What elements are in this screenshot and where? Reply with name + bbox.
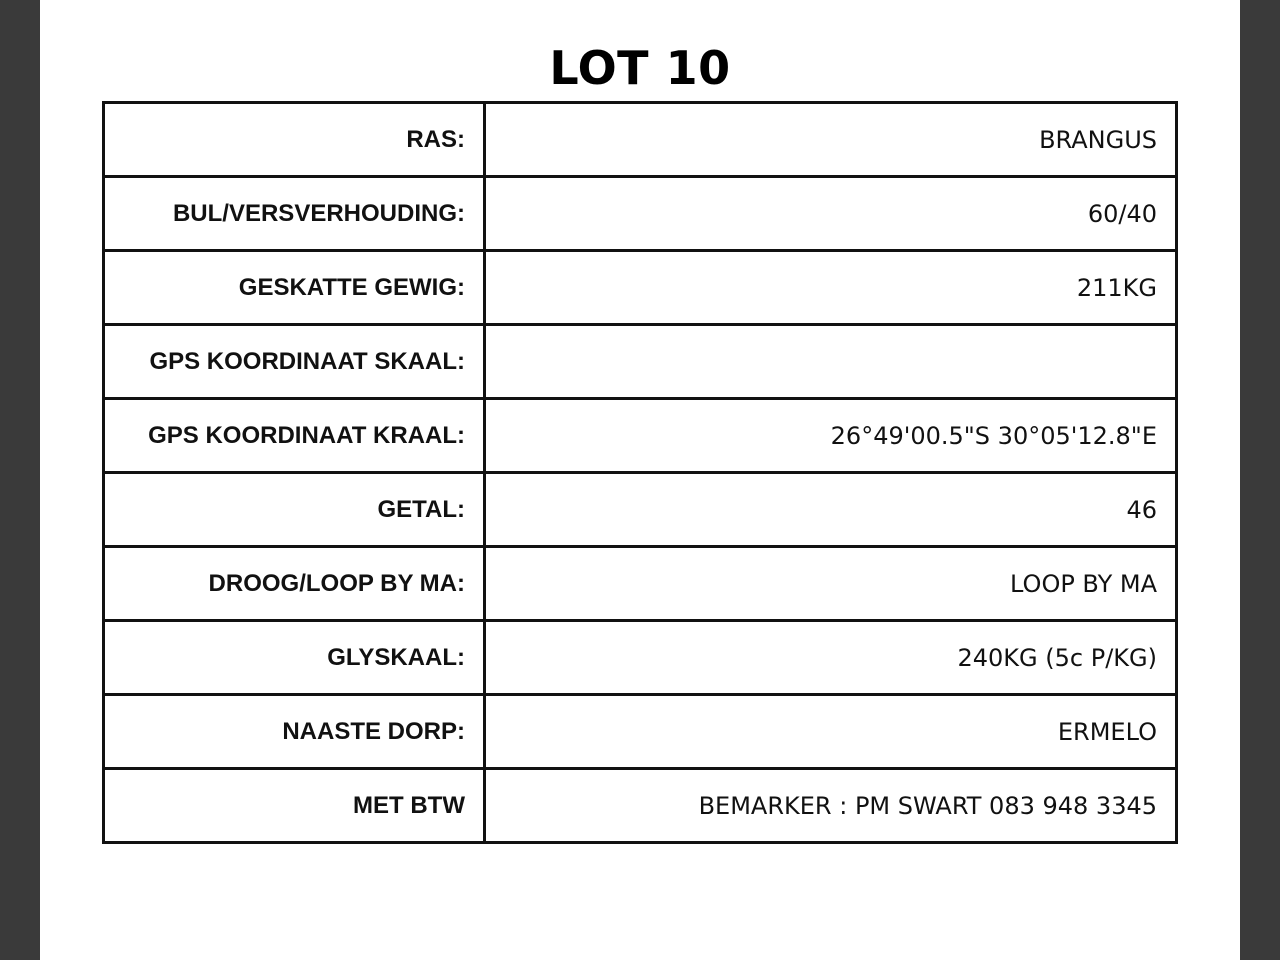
table-row [104, 769, 1177, 843]
row-label: GETAL: [104, 473, 485, 547]
row-label: RAS: [104, 103, 485, 177]
table-row [104, 325, 1177, 399]
table-row [104, 103, 1177, 177]
row-label: GLYSKAAL: [104, 621, 485, 695]
document-page [40, 0, 1240, 960]
table-row [104, 399, 1177, 473]
row-value: BRANGUS [485, 103, 1177, 177]
row-label: GESKATTE GEWIG: [104, 251, 485, 325]
row-value: 46 [485, 473, 1177, 547]
row-label: NAASTE DORP: [104, 695, 485, 769]
row-label: GPS KOORDINAAT SKAAL: [104, 325, 485, 399]
row-value [485, 325, 1177, 399]
row-value: 26°49'00.5"S 30°05'12.8"E [485, 399, 1177, 473]
lot-title: LOT 10 [549, 41, 731, 95]
row-label: GPS KOORDINAAT KRAAL: [104, 399, 485, 473]
row-value: ERMELO [485, 695, 1177, 769]
row-label: MET BTW [104, 769, 485, 843]
row-value: 240KG (5c P/KG) [485, 621, 1177, 695]
row-value: LOOP BY MA [485, 547, 1177, 621]
row-value: BEMARKER : PM SWART 083 948 3345 [485, 769, 1177, 843]
table-row [104, 177, 1177, 251]
lot-details-table [102, 101, 1178, 844]
table-row [104, 251, 1177, 325]
table-row [104, 473, 1177, 547]
table-row [104, 695, 1177, 769]
table-row [104, 547, 1177, 621]
table-row [104, 621, 1177, 695]
row-value: 60/40 [485, 177, 1177, 251]
row-label: DROOG/LOOP BY MA: [104, 547, 485, 621]
row-value: 211KG [485, 251, 1177, 325]
row-label: BUL/VERSVERHOUDING: [104, 177, 485, 251]
